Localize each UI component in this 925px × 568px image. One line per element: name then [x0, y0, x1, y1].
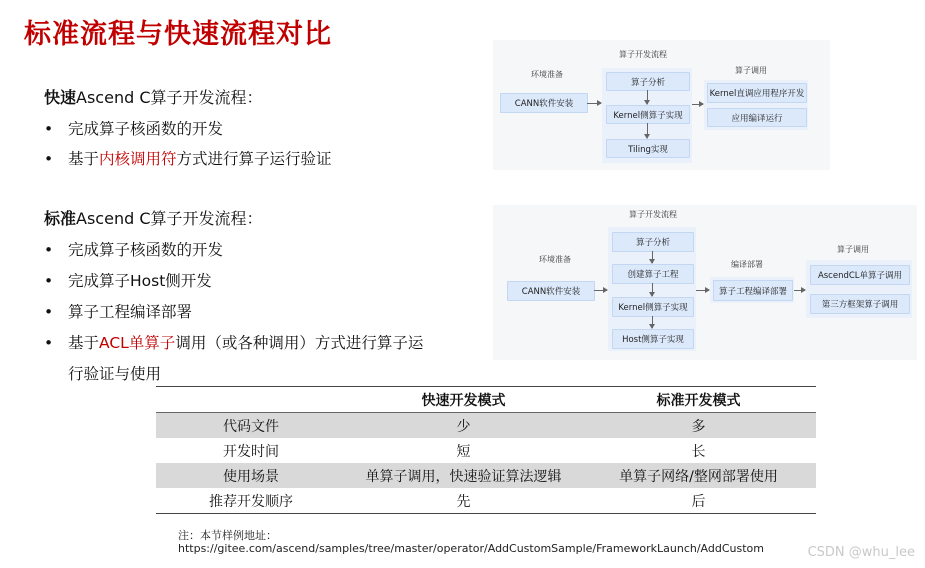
fast-bullet-2: • 基于内核调用符方式进行算子运行验证: [44, 150, 332, 168]
d1-app-run-box: 应用编译运行: [707, 108, 807, 127]
fast-bullet-2-pre: 基于: [68, 150, 100, 168]
page-title: 标准流程与快速流程对比: [24, 19, 332, 50]
d2-arrow-kernel-host: [652, 316, 653, 328]
d2-arrow-create-kernel: [652, 283, 653, 296]
d1-arrow-analysis-kernel: [647, 90, 648, 104]
d2-arrow-analysis-create: [652, 251, 653, 263]
fast-flow-heading-bold: 快速: [44, 88, 77, 107]
d2-compile-deploy-box: 算子工程编译部署: [713, 280, 793, 301]
d2-arrow-cann-dev: [594, 290, 607, 291]
table-cell: 多: [581, 413, 816, 439]
note-url: https://gitee.com/ascend/samples/tree/master/operator/AddCustomSample/FrameworkLaunch/AddCustom: [178, 542, 764, 555]
d1-call-label: 算子调用: [735, 66, 767, 75]
d1-arrow-kernel-tiling: [647, 123, 648, 138]
fast-flow-diagram: [493, 40, 830, 170]
d2-create-proj-box: 创建算子工程: [612, 264, 694, 284]
d1-tiling-box: Tiling实现: [606, 139, 690, 158]
std-bullet-4-pre: 基于: [68, 334, 100, 352]
d1-analysis-box: 算子分析: [606, 72, 690, 91]
table-cell: 代码文件: [156, 413, 346, 439]
fast-flow-heading: [44, 85, 263, 108]
table-row: [156, 488, 816, 514]
table-row: [156, 438, 816, 463]
d1-arrow-dev-call: [692, 104, 703, 105]
d1-arrow-cann-dev: [587, 103, 601, 104]
d2-arrow-deploy-call: [794, 290, 805, 291]
std-bullet-3-text: 算子工程编译部署: [68, 303, 193, 321]
std-bullet-1: • 完成算子核函数的开发: [44, 241, 224, 259]
std-bullet-4: • 基于ACL单算子调用（或各种调用）方式进行算子运: [44, 334, 424, 352]
std-bullet-4-highlight: ACL单算子: [99, 334, 176, 352]
comparison-table: [156, 386, 816, 514]
d2-deploy-label: 编译部署: [731, 260, 763, 269]
table-row: [156, 413, 816, 439]
std-bullet-2-text: 完成算子Host侧开发: [68, 272, 212, 290]
table-cell: 长: [691, 443, 706, 460]
csdn-watermark: CSDN @whu_lee: [807, 545, 915, 560]
std-flow-diagram: [493, 205, 917, 360]
d2-analysis-box: 算子分析: [612, 232, 694, 252]
std-bullet-1-text: 完成算子核函数的开发: [68, 241, 224, 259]
d2-call-label: 算子调用: [837, 245, 869, 254]
note-line-1: 注：本节样例地址：: [178, 529, 277, 542]
d1-kernel-call-box: Kernel直调应用程序开发: [707, 83, 807, 103]
std-flow-heading-rest: Ascend C算子开发流程：: [76, 209, 263, 228]
table-cell: 短: [456, 443, 471, 460]
d2-kernel-box: Kernel侧算子实现: [612, 297, 694, 317]
table-header: [156, 387, 346, 413]
table-cell: 单算子调用，快速验证算法逻辑: [346, 463, 581, 488]
table-cell: 使用场景: [156, 463, 346, 488]
table-cell: 开发时间: [223, 443, 279, 460]
std-bullet-4-post: 调用（或各种调用）方式进行算子运: [175, 334, 424, 352]
std-flow-heading-bold: 标准: [44, 209, 77, 228]
std-bullet-4-continued: 行验证与使用: [68, 365, 162, 383]
std-bullet-3: • 算子工程编译部署: [44, 303, 193, 321]
d2-third-party-box: 第三方框架算子调用: [810, 294, 910, 314]
table-cell: 少: [346, 413, 581, 439]
d2-ascendcl-box: AscendCL单算子调用: [810, 265, 910, 285]
d2-cann-box: CANN软件安装: [507, 281, 595, 301]
d2-dev-label: 算子开发流程: [629, 210, 677, 219]
d1-dev-label: 算子开发流程: [619, 50, 667, 59]
table-row: [156, 463, 816, 488]
fast-flow-heading-rest: Ascend C算子开发流程：: [76, 88, 263, 107]
table-header: 标准开发模式: [581, 387, 816, 413]
d2-host-box: Host侧算子实现: [612, 329, 694, 349]
std-bullet-2: • 完成算子Host侧开发: [44, 272, 212, 290]
std-flow-heading: [44, 206, 263, 229]
table-cell: 推荐开发顺序: [156, 488, 346, 514]
table-header: 快速开发模式: [346, 387, 581, 413]
table-cell: 单算子网络/整网部署使用: [581, 463, 816, 488]
d1-kernel-box: Kernel侧算子实现: [606, 105, 690, 124]
table-header-row: [156, 387, 816, 413]
d2-arrow-dev-deploy: [696, 290, 709, 291]
fast-bullet-1: • 完成算子核函数的开发: [44, 120, 224, 138]
fast-bullet-2-post: 方式进行算子运行验证: [176, 150, 332, 168]
d1-env-label: 环境准备: [531, 70, 563, 79]
d2-env-label: 环境准备: [539, 255, 571, 264]
d1-cann-box: CANN软件安装: [500, 93, 588, 113]
fast-bullet-2-highlight: 内核调用符: [99, 150, 177, 168]
fast-bullet-1-text: 完成算子核函数的开发: [68, 120, 224, 138]
table-cell: 后: [581, 488, 816, 514]
table-cell: 先: [346, 488, 581, 514]
